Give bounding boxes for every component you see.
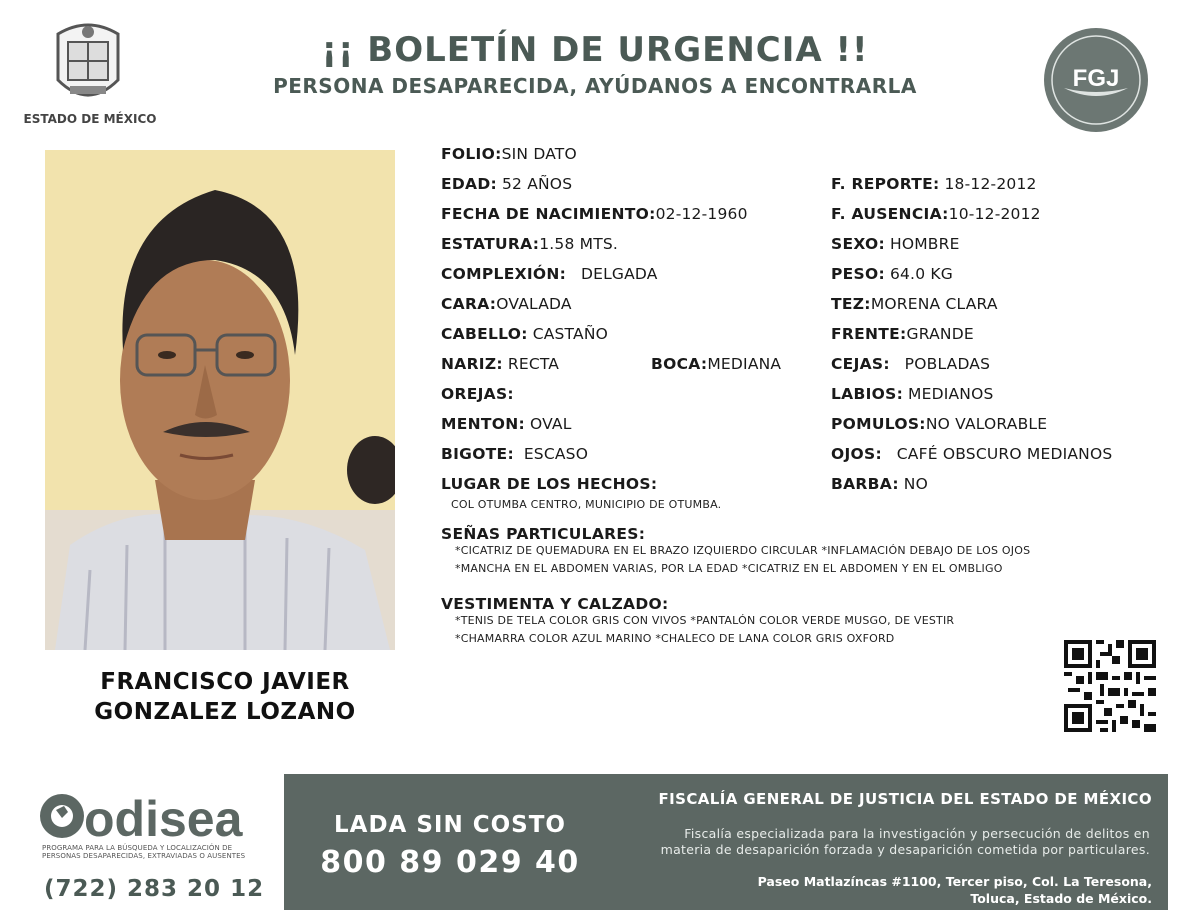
field-barba-label: BARBA: <box>831 475 899 493</box>
senas-line2: *MANCHA EN EL ABDOMEN VARIAS, POR LA EDAD *CICATRIZ EN EL ABDOMEN Y EN EL OMBLIGO <box>455 562 1003 575</box>
vestimenta-label: VESTIMENTA Y CALZADO: <box>441 595 669 613</box>
fiscalia-description <box>600 826 1150 858</box>
field-frente-value: GRANDE <box>906 325 974 343</box>
field-reporte-value: 18-12-2012 <box>944 175 1037 193</box>
field-cara <box>441 294 572 314</box>
field-ausencia-label: F. AUSENCIA: <box>831 205 949 223</box>
vestimenta-heading <box>441 594 668 614</box>
odisea-description: PROGRAMA PARA LA BÚSQUEDA Y LOCALIZACIÓN DE PERSONAS DESAPARECIDAS, EXTRAVIADAS O AUSENTES <box>42 844 246 860</box>
field-labios-label: LABIOS: <box>831 385 904 403</box>
field-reporte <box>831 174 1037 194</box>
bulletin-subtitle: PERSONA DESAPARECIDA, AYÚDANOS A ENCONTRARLA <box>273 74 917 98</box>
person-name-line2: GONZALEZ LOZANO <box>94 699 356 725</box>
qr-code[interactable] <box>1064 640 1156 732</box>
field-orejas-label: OREJAS: <box>441 385 514 403</box>
field-labios <box>831 384 994 404</box>
field-tez-label: TEZ: <box>831 295 871 313</box>
fiscalia-title: FISCALÍA GENERAL DE JUSTICIA DEL ESTADO DE MÉXICO <box>658 790 1152 808</box>
field-lugar-label: LUGAR DE LOS HECHOS: <box>441 475 658 493</box>
senas-heading <box>441 524 645 544</box>
field-barba-value: NO <box>903 475 928 493</box>
field-peso-value: 64.0 KG <box>889 265 953 283</box>
field-edad-value: 52 AÑOS <box>501 175 573 193</box>
field-peso <box>831 264 953 284</box>
field-pomulos <box>831 414 1047 434</box>
local-phone-number[interactable]: (722) 283 20 12 <box>44 876 265 902</box>
state-label: ESTADO DE MÉXICO <box>23 112 157 126</box>
field-complexion-value: DELGADA <box>580 265 658 283</box>
vestimenta-line2: *CHAMARRA COLOR AZUL MARINO *CHALECO DE LANA COLOR GRIS OXFORD <box>455 632 895 645</box>
field-bigote-value: ESCASO <box>523 445 589 463</box>
person-name <box>40 667 410 727</box>
field-barba <box>831 474 928 494</box>
address-line1: Paseo Matlazíncas #1100, Tercer piso, Col. La Teresona, <box>757 874 1152 889</box>
field-cabello-value: CASTAÑO <box>532 325 609 343</box>
field-orejas <box>441 384 514 404</box>
field-peso-label: PESO: <box>831 265 885 283</box>
field-estatura-label: ESTATURA: <box>441 235 540 253</box>
field-nariz <box>441 354 559 374</box>
field-bigote <box>441 444 588 464</box>
field-cara-value: OVALADA <box>496 295 572 313</box>
field-cejas <box>831 354 990 374</box>
field-labios-value: MEDIANOS <box>908 385 994 403</box>
lada-phone-number[interactable]: 800 89 029 40 <box>320 845 580 880</box>
lada-label: LADA SIN COSTO <box>334 812 566 838</box>
field-boca-label: BOCA: <box>651 355 708 373</box>
field-ausencia <box>831 204 1041 224</box>
field-cabello-label: CABELLO: <box>441 325 528 343</box>
fiscalia-desc-line2: materia de desaparición forzada y desaparición cometida por particulares. <box>660 842 1150 857</box>
field-ausencia-value: 10-12-2012 <box>948 205 1041 223</box>
person-photo <box>45 150 395 650</box>
field-frente <box>831 324 974 344</box>
bulletin-title: ¡¡ BOLETÍN DE URGENCIA !! <box>321 30 869 70</box>
field-estatura-value: 1.58 MTS. <box>539 235 619 253</box>
senas-label: SEÑAS PARTICULARES: <box>441 525 646 543</box>
fgj-seal-icon <box>1042 26 1150 134</box>
vestimenta-line1: *TENIS DE TELA COLOR GRIS CON VIVOS *PANTALÓN COLOR VERDE MUSGO, DE VESTIR <box>455 614 955 627</box>
field-pomulos-value: NO VALORABLE <box>925 415 1048 433</box>
field-cejas-label: CEJAS: <box>831 355 890 373</box>
field-sexo-label: SEXO: <box>831 235 886 253</box>
field-ojos <box>831 444 1112 464</box>
field-boca <box>651 354 781 374</box>
field-edad-label: EDAD: <box>441 175 498 193</box>
field-folio-label: FOLIO: <box>441 145 502 163</box>
field-nacimiento-label: FECHA DE NACIMIENTO: <box>441 205 656 223</box>
estado-de-mexico-emblem-icon <box>48 20 128 108</box>
odisea-logo-text: odisea <box>84 791 243 847</box>
field-ojos-label: OJOS: <box>831 445 882 463</box>
senas-line1: *CICATRIZ DE QUEMADURA EN EL BRAZO IZQUIERDO CIRCULAR *INFLAMACIÓN DEBAJO DE LOS OJOS <box>455 544 1031 557</box>
field-frente-label: FRENTE: <box>831 325 907 343</box>
field-menton-value: OVAL <box>529 415 572 433</box>
field-ojos-value: CAFÉ OBSCURO MEDIANOS <box>896 445 1113 463</box>
field-cabello <box>441 324 608 344</box>
field-bigote-label: BIGOTE: <box>441 445 514 463</box>
field-reporte-label: F. REPORTE: <box>831 175 940 193</box>
address-line2: Toluca, Estado de México. <box>970 891 1152 906</box>
field-lugar-label-row <box>441 474 657 494</box>
fgj-seal-text: FGJ <box>1072 65 1120 92</box>
field-cejas-value: POBLADAS <box>904 355 991 373</box>
fiscalia-desc-line1: Fiscalía especializada para la investigación y persecución de delitos en <box>684 826 1150 841</box>
field-complexion <box>441 264 658 284</box>
field-edad <box>441 174 572 194</box>
field-sexo-value: HOMBRE <box>889 235 960 253</box>
field-nacimiento <box>441 204 748 224</box>
field-boca-value: MEDIANA <box>707 355 782 373</box>
field-lugar-value: COL OTUMBA CENTRO, MUNICIPIO DE OTUMBA. <box>451 498 722 511</box>
field-menton-label: MENTON: <box>441 415 526 433</box>
field-sexo <box>831 234 960 254</box>
field-nariz-value: RECTA <box>507 355 560 373</box>
field-estatura <box>441 234 618 254</box>
field-nariz-label: NARIZ: <box>441 355 503 373</box>
field-nacimiento-value: 02-12-1960 <box>655 205 748 223</box>
field-folio-value: SIN DATO <box>501 145 577 163</box>
field-menton <box>441 414 572 434</box>
field-pomulos-label: POMULOS: <box>831 415 926 433</box>
person-name-line1: FRANCISCO JAVIER <box>100 669 350 695</box>
field-tez-value: MORENA CLARA <box>870 295 998 313</box>
field-cara-label: CARA: <box>441 295 497 313</box>
fiscalia-address <box>600 873 1152 907</box>
field-tez <box>831 294 998 314</box>
field-complexion-label: COMPLEXIÓN: <box>441 265 567 283</box>
field-folio <box>441 144 577 164</box>
